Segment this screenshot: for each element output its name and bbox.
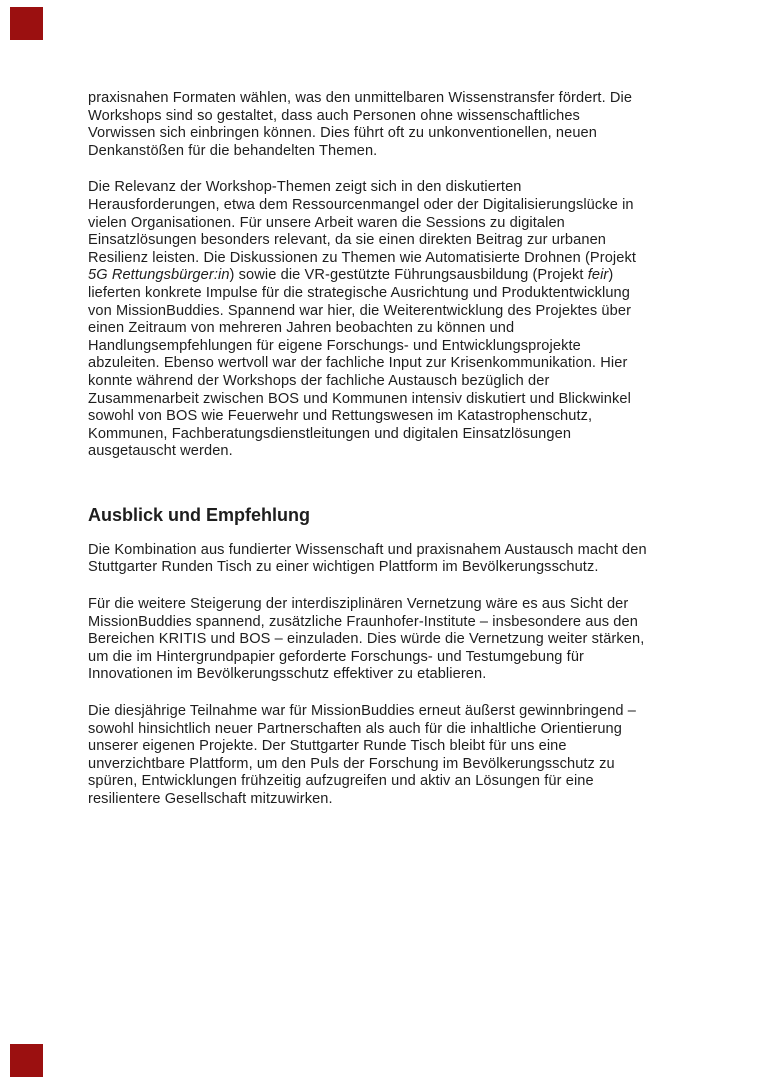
red-square-marker-top-left (10, 7, 43, 40)
text-run: von MissionBuddies. Spannend war hier, die Weiterentwicklung des Projektes über (88, 302, 632, 319)
project-name-italic: feir (587, 267, 609, 284)
text-run: Innovationen im Bevölkerungsschutz effektiver zu etablieren. (88, 666, 487, 683)
text-line (88, 338, 728, 356)
text-run: ) sowie die VR-gestützte Führungsausbildung (Projekt (229, 267, 588, 284)
text-line (88, 504, 728, 526)
text-line (88, 143, 728, 161)
text-run: MissionBuddies spannend, zusätzliche Fraunhofer-Institute – insbesondere aus den (88, 613, 638, 630)
section-heading (88, 504, 728, 526)
text-run: sowohl von BOS wie Feuerwehr und Rettungswesen im Katastrophenschutz, (88, 408, 593, 425)
text-run: um die im Hintergrundpapier geforderte Forschungs- und Testumgebung für (88, 648, 584, 665)
text-line (88, 426, 728, 444)
text-run: sowohl hinsichtlich neuer Partnerschaften als auch für die inhaltliche Orientierung (88, 720, 622, 737)
text-run: Handlungsempfehlungen für eigene Forschungs- und Entwicklungsprojekte (88, 337, 581, 354)
text-run: Die Relevanz der Workshop-Themen zeigt sich in den diskutierten (88, 179, 522, 196)
text-line (88, 738, 728, 756)
text-run: Herausforderungen, etwa dem Ressourcenmangel oder der Digitalisierungslücke in (88, 196, 634, 213)
text-run: Resilienz leisten. Die Diskussionen zu Themen wie Automatisierte Drohnen (Projekt (88, 249, 637, 266)
text-line (88, 320, 728, 338)
paragraph (88, 596, 728, 684)
text-line (88, 179, 728, 197)
text-run: vielen Organisationen. Für unsere Arbeit waren die Sessions zu digitalen (88, 214, 565, 231)
text-line (88, 773, 728, 791)
text-line (88, 303, 728, 321)
text-line (88, 631, 728, 649)
text-line (88, 596, 728, 614)
text-line (88, 267, 728, 285)
text-run: ) (608, 267, 614, 284)
text-line (88, 90, 728, 108)
document-content (88, 90, 728, 828)
paragraph (88, 90, 728, 160)
text-line (88, 197, 728, 215)
text-run: Für die weitere Steigerung der interdisziplinären Vernetzung wäre es aus Sicht der (88, 596, 629, 613)
text-line (88, 721, 728, 739)
text-run: lieferten konkrete Impulse für die strategische Ausrichtung und Produktentwicklung (88, 284, 630, 301)
text-run: Kommunen, Fachberatungsdienstleitungen und digitalen Einsatzlösungen (88, 425, 572, 442)
text-run: Stuttgarter Runden Tisch zu einer wichtigen Plattform im Bevölkerungsschutz. (88, 559, 599, 576)
text-run: Zusammenarbeit zwischen BOS und Kommunen intensiv diskutiert und Blickwinkel (88, 390, 631, 407)
text-line (88, 215, 728, 233)
text-run: Denkanstößen für die behandelten Themen. (88, 142, 378, 159)
text-line (88, 373, 728, 391)
text-line (88, 355, 728, 373)
paragraph (88, 703, 728, 809)
text-run: abzuleiten. Ebenso wertvoll war der fachliche Input zur Krisenkommunikation. Hier (88, 355, 628, 372)
text-run: konnte während der Workshops der fachliche Austausch bezüglich der (88, 372, 550, 389)
text-run: spüren, Entwicklungen frühzeitig aufzugreifen und aktiv an Lösungen für eine (88, 773, 594, 790)
text-run: Die diesjährige Teilnahme war für MissionBuddies erneut äußerst gewinnbringend – (88, 703, 636, 720)
text-run: einen Zeitraum von mehreren Jahren beobachten zu können und (88, 320, 515, 337)
text-line (88, 614, 728, 632)
paragraph (88, 542, 728, 577)
text-line (88, 542, 728, 560)
text-run: unverzichtbare Plattform, um den Puls der Forschung im Bevölkerungsschutz zu (88, 755, 615, 772)
text-run: ausgetauscht werden. (88, 443, 233, 460)
text-run: Bereichen KRITIS und BOS – einzuladen. Dies würde die Vernetzung weiter stärken, (88, 631, 645, 648)
project-name-italic: 5G Rettungsbürger:in (88, 267, 230, 284)
text-run: Ausblick und Empfehlung (88, 504, 311, 525)
text-line (88, 285, 728, 303)
text-run: resilientere Gesellschaft mitzuwirken. (88, 791, 333, 807)
red-square-marker-bottom-left (10, 1044, 43, 1077)
text-run: unserer eigenen Projekte. Der Stuttgarter Runde Tisch bleibt für uns eine (88, 738, 567, 755)
text-run: praxisnahen Formaten wählen, was den unmittelbaren Wissenstransfer fördert. Die (88, 90, 633, 106)
text-line (88, 250, 728, 268)
paragraph (88, 179, 728, 461)
text-line (88, 559, 728, 577)
text-line (88, 443, 728, 461)
text-line (88, 408, 728, 426)
text-run: Die Kombination aus fundierter Wissenschaft und praxisnahem Austausch macht den (88, 541, 647, 558)
text-line (88, 649, 728, 667)
text-line (88, 108, 728, 126)
text-run: Workshops sind so gestaltet, dass auch Personen ohne wissenschaftliches (88, 107, 580, 124)
text-line (88, 391, 728, 409)
text-line (88, 125, 728, 143)
text-line (88, 756, 728, 774)
text-line (88, 232, 728, 250)
text-run: Vorwissen sich einbringen können. Dies führt oft zu unkonventionellen, neuen (88, 125, 597, 142)
text-line (88, 703, 728, 721)
text-run: Einsatzlösungen besonders relevant, da sie einen direkten Beitrag zur urbanen (88, 232, 606, 249)
text-line (88, 791, 728, 809)
text-line (88, 666, 728, 684)
